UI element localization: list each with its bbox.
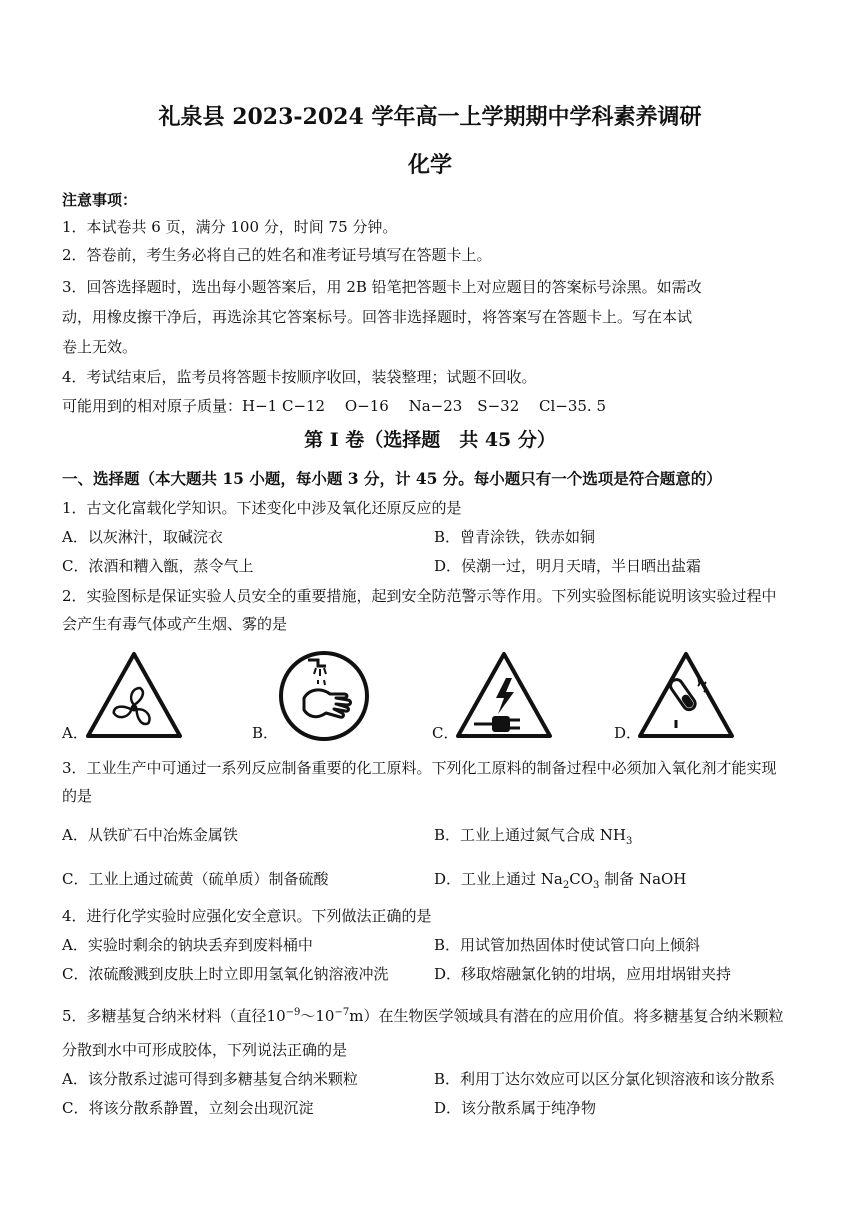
question-1-options-row-2 — [62, 556, 800, 576]
hot-tube-warning-icon — [636, 650, 736, 740]
notice-item: 2．答卷前，考生务必将自己的姓名和准考证号填写在答题卡上。 — [62, 246, 492, 264]
question-4-stem: 4．进行化学实验时应强化安全意识。下列做法正确的是 — [62, 907, 432, 925]
atomic-masses: 可能用到的相对原子质量：H−1 C−12 O−16 Na−23 S−32 Cl−35. 5 — [62, 397, 607, 415]
electric-plug-warning-icon — [454, 650, 554, 740]
exam-title: 礼泉县 2023-2024 学年高一上学期期中学科素养调研 — [158, 104, 702, 130]
question-4-option-b: B．用试管加热固体时使试管口向上倾斜 — [434, 936, 701, 954]
question-2-stem-line-2: 会产生有毒气体或产生烟、雾的是 — [62, 615, 288, 633]
question-5-options-row-2 — [62, 1098, 800, 1118]
question-2-stem-line-1: 2．实验图标是保证实验人员安全的重要措施，起到安全防范警示等作用。下列实验图标能说明该实验过程中 — [62, 587, 777, 605]
question-5-option-c: C．将该分散系静置，立刻会出现沉淀 — [62, 1099, 314, 1117]
question-2-option-c — [432, 650, 572, 742]
notice-item: 动，用橡皮擦干净后，再选涂其它答案标号。回答非选择题时，将答案写在答题卡上。写在本试 — [62, 308, 693, 326]
option-label: C． — [432, 724, 459, 742]
question-4-option-d: D．移取熔融氯化钠的坩埚，应用坩埚钳夹持 — [434, 965, 732, 983]
question-1-options-row-1 — [62, 527, 800, 547]
hand-wash-icon — [274, 650, 374, 742]
question-3-option-c: C．工业上通过硫黄（硫单质）制备硫酸 — [62, 870, 329, 888]
question-4-options-row-1 — [62, 935, 800, 955]
section-instruction: 一、选择题（本大题共 15 小题，每小题 3 分，计 45 分。每小题只有一个选项是符合题意的） — [62, 469, 722, 488]
question-1-stem: 1．古文化富载化学知识。下述变化中涉及氧化还原反应的是 — [62, 499, 462, 517]
option-label: B． — [252, 724, 279, 742]
notice-item: 卷上无效。 — [62, 338, 138, 356]
subject-title: 化学 — [407, 152, 452, 178]
question-5-stem-line-2: 分散到水中可形成胶体，下列说法正确的是 — [62, 1041, 348, 1059]
question-2-option-d — [614, 650, 754, 742]
question-4-option-a: A．实验时剩余的钠块丢弃到废料桶中 — [62, 936, 313, 954]
option-label: D． — [614, 724, 642, 742]
question-2-option-a — [62, 650, 202, 742]
question-5-options-row-1 — [62, 1069, 800, 1089]
notice-item: 1．本试卷共 6 页，满分 100 分，时间 75 分钟。 — [62, 218, 398, 236]
question-5-option-d: D．该分散系属于纯净物 — [434, 1099, 597, 1117]
question-3-options-row-2 — [62, 869, 800, 889]
question-5-option-a: A．该分散系过滤可得到多糖基复合纳米颗粒 — [62, 1070, 358, 1088]
question-3-option-d: D．工业上通过 $Na_2CO_3$ 制备 NaOH — [434, 870, 687, 891]
question-3-stem-line-1: 3．工业生产中可通过一系列反应制备重要的化工原料。下列化工原料的制备过程中必须加入氧化剂才能实现 — [62, 759, 777, 777]
question-4-option-c: C．浓硫酸溅到皮肤上时立即用氢氧化钠溶液冲洗 — [62, 965, 389, 983]
question-3-options-row-1 — [62, 825, 800, 845]
fan-warning-icon — [84, 650, 184, 740]
question-3-option-b: B．工业上通过氮气合成 $NH_3$ — [434, 826, 633, 847]
question-1-option-b: B．曾青涂铁，铁赤如铜 — [434, 528, 596, 546]
question-3-option-a: A．从铁矿石中冶炼金属铁 — [62, 826, 238, 844]
question-3-stem-line-2: 的是 — [62, 787, 93, 805]
question-1-option-c: C．浓酒和糟入甑，蒸令气上 — [62, 557, 254, 575]
notice-item: 3．回答选择题时，选出每小题答案后，用 2B 铅笔把答题卡上对应题目的答案标号涂黑。如需改 — [62, 278, 702, 296]
question-1-option-d: D．侯潮一过，明月天晴，半日晒出盐霜 — [434, 557, 702, 575]
question-5-option-b: B．利用丁达尔效应可以区分氯化钡溶液和该分散系 — [434, 1070, 776, 1088]
question-1-option-a: A．以灰淋汁，取碱浣衣 — [62, 528, 223, 546]
option-label: A． — [62, 724, 88, 742]
question-2-option-b — [252, 650, 392, 742]
question-5-stem-line-1: 5．多糖基复合纳米材料（直径$10^{-9}\sim 10^{-7}m$）在生物医学领域具有潜在的应用价值。将多糖基复合纳米颗粒 — [62, 1007, 784, 1025]
question-4-options-row-2 — [62, 964, 800, 984]
notice-item: 4．考试结束后，监考员将答题卡按顺序收回，装袋整理；试题不回收。 — [62, 368, 537, 386]
section-heading: 第 I 卷（选择题 共 45 分） — [304, 429, 556, 451]
notice-heading: 注意事项： — [62, 191, 138, 209]
